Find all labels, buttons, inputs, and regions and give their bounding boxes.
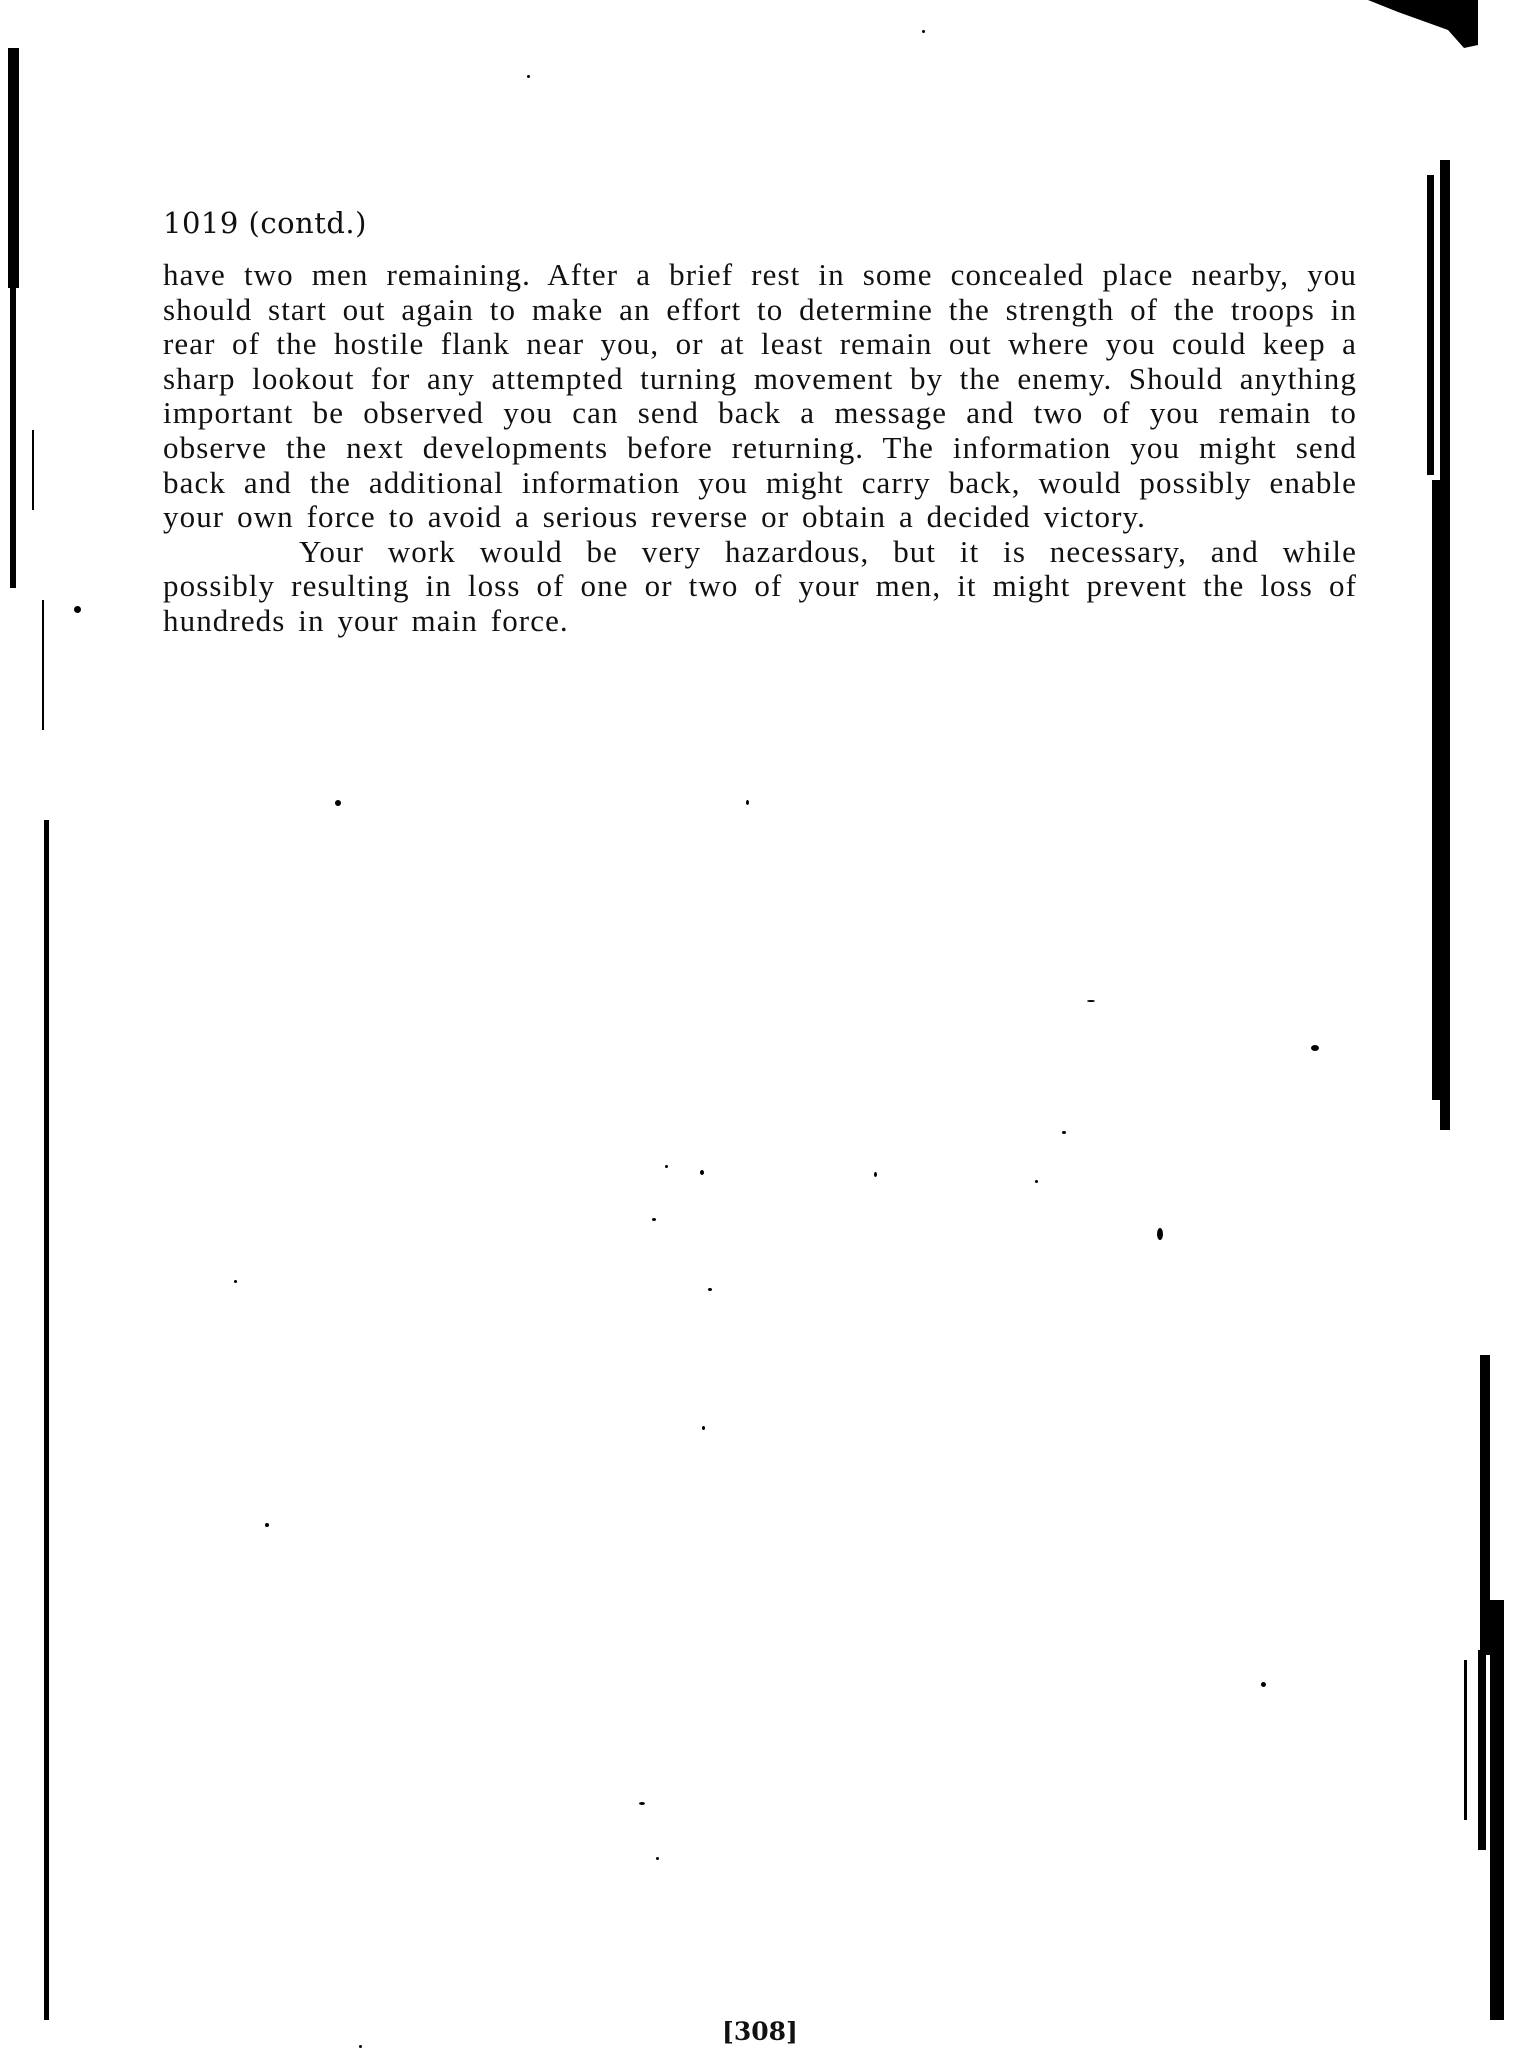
left-scan-edge: [32, 430, 34, 510]
paragraph: Your work would be very hazardous, but it is necessary, and while possibly resulting in loss of one or two of your men, it might prevent the loss of hundreds in your main force.: [163, 533, 1357, 638]
left-scan-edge: [44, 820, 49, 2020]
right-scan-edge: [1490, 1600, 1504, 2020]
dust-speck: [702, 1426, 705, 1430]
corner-scan-mark: [1368, 0, 1478, 60]
body-text: [163, 258, 1357, 639]
right-scan-edge: [1432, 480, 1446, 1100]
dust-speck: [74, 606, 81, 613]
dust-speck: [922, 30, 925, 33]
dust-speck: [1157, 1228, 1163, 1240]
dust-speck: [656, 1857, 659, 1860]
paragraph: have two men remaining. After a brief rest in some concealed place nearby, you should start out again to make an effort to determine the strength of the troops in rear of the hostile flank near you, or at least remain out where you could keep a sharp lookout for any attempted turning movement by the enemy. Should anything important be observed you can send back a message and two of you remain to observe the next developments before returning. The information you might send back and the additional information you might carry back, would possibly enable your own force to avoid a serious reverse or obtain a decided victory.: [163, 257, 1357, 535]
right-scan-edge: [1427, 175, 1434, 475]
dust-speck: [359, 2045, 362, 2048]
dust-speck: [1062, 1131, 1066, 1134]
dust-speck: [1035, 1180, 1038, 1183]
dust-speck: [874, 1172, 877, 1177]
dust-speck: [708, 1288, 712, 1291]
right-scan-edge: [1480, 1355, 1490, 1655]
dust-speck: [335, 800, 341, 806]
dust-speck: [265, 1523, 269, 1527]
dust-speck: [234, 1280, 237, 1283]
dust-speck: [746, 800, 749, 805]
dust-speck: [527, 75, 530, 78]
dust-speck: [1311, 1045, 1319, 1051]
left-scan-edge: [42, 600, 44, 730]
right-scan-edge: [1478, 1650, 1486, 1850]
dust-speck: [665, 1165, 668, 1168]
right-scan-edge: [1464, 1660, 1467, 1820]
dust-speck: [1261, 1682, 1266, 1687]
dust-speck: [700, 1170, 704, 1175]
left-scan-edge: [8, 48, 19, 288]
section-heading: 1019 (contd.): [163, 206, 367, 240]
dust-speck: [639, 1802, 645, 1805]
dust-speck: [1087, 1000, 1095, 1002]
dust-speck: [652, 1218, 656, 1221]
page-number: [308]: [722, 2017, 798, 2046]
left-scan-edge: [10, 288, 16, 588]
